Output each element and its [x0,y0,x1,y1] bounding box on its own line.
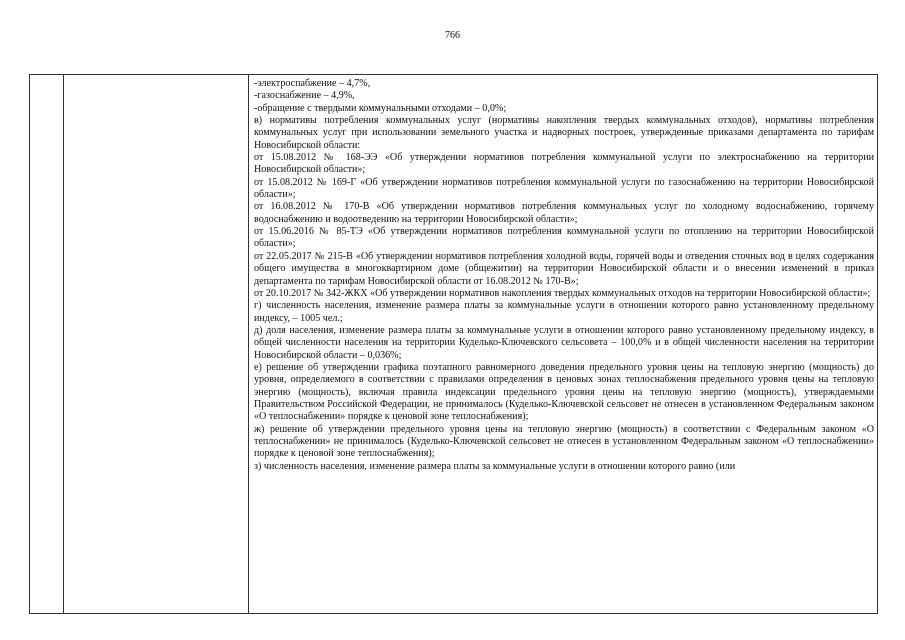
paragraph: от 15.08.2012 № 169-Г «Об утверждении нормативов потребления коммунальной услуги по газоснабжению на территории Новосибирской области»; [254,176,874,201]
paragraph: от 20.10.2017 № 342-ЖКХ «Об утверждении нормативов накопления твердых коммунальных отходов на территории Новосибирской области»; [254,287,871,299]
paragraph: ж) решение об утверждении предельного уровня цены на тепловую энергию (мощность) в соответствии с Федеральным законом «О теплоснабжении» не принималось (Куделько-Ключевской сельсовет не отнесен в установленном Федеральным законом «О теплоснабжении» порядке к ценовой зоне теплоснабжения); [254,423,874,460]
table-row [30,75,878,614]
paragraph: -электроспабжение – 4,7%, [254,78,371,89]
paragraph: от 22.05.2017 № 215-В «Об утверждении нормативов потребления холодной воды, горячей воды и отведения сточных вод в целях содержания общего имущества в многоквартирном доме (общежитии) на территории Новосибирской области и о внесении изменений в приказ департамента по тарифам Новосибирской области от 16.08.2012 № 170-В»; [254,250,874,287]
paragraph: от 15.06.2016 № 85-ТЭ «Об утверждении нормативов потребления коммунальной услуги по отоплению на территории Новосибирской области»; [254,226,874,250]
paragraph: от 16.08.2012 № 170-В «Об утверждении нормативов потребления коммунальных услуг по холодному водоснабжению, горячему водоснабжению и водоотведению на территории Новосибирской области»; [254,201,874,225]
paragraph: д) доля населения, изменение размера платы за коммунальные услуги в отношении которого равно установленному предельному индексу, в общей численности населения на территории Куделько-Ключевского сельсовета – 100,0% и в общей численности населения на территории Новосибирской области – 0,036%; [254,324,874,361]
table-cell-name [64,75,249,614]
paragraph: з) численность населения, изменение размера платы за коммунальные услуги в отношении которого равно (или [254,460,736,472]
document-table [29,74,878,614]
page-number: 766 [445,30,460,41]
table-cell-number [30,75,64,614]
content-text [249,75,877,609]
table-cell-content [249,75,878,614]
paragraph: г) численность населения, изменение размера платы за коммунальные услуги в отношении которого равно установленному предельному индексу, – 1005 чел.; [254,300,874,324]
paragraph: -газоснабжение – 4,9%, [254,90,355,102]
paragraph: е) решение об утверждении графика поэтапного равномерного доведения предельного уровня цены на тепловую энергию (мощность) до уровня, определяемого в соответствии с правилами определения в ценовых зонах теплоснабжения предельного уровня цены на тепловую энергию (мощность), включая правила индексации предельного уровня цены на тепловую энергию (мощность), утверждаемыми Правительством Российской Федерации, не принималось (Куделько-Ключевской сельсовет не отнесен в установленном Федеральным законом «О теплоснабжении» порядке к ценовой зоне теплоснабжения); [254,361,874,423]
paragraph: -обращение с твердыми коммунальными отходами – 0,0%; [254,102,507,114]
paragraph: в) нормативы потребления коммунальных услуг (нормативы накопления твердых коммунальных отходов), нормативы потребления коммунальных услуг при использовании земельного участка и надворных построек, утвержденные приказами департамента по тарифам Новосибирской области: [254,115,874,151]
paragraph: от 15.08.2012 № 168-ЭЭ «Об утверждении нормативов потребления коммунальной услуги по электроснабжению на территории Новосибирской области»; [254,152,874,176]
